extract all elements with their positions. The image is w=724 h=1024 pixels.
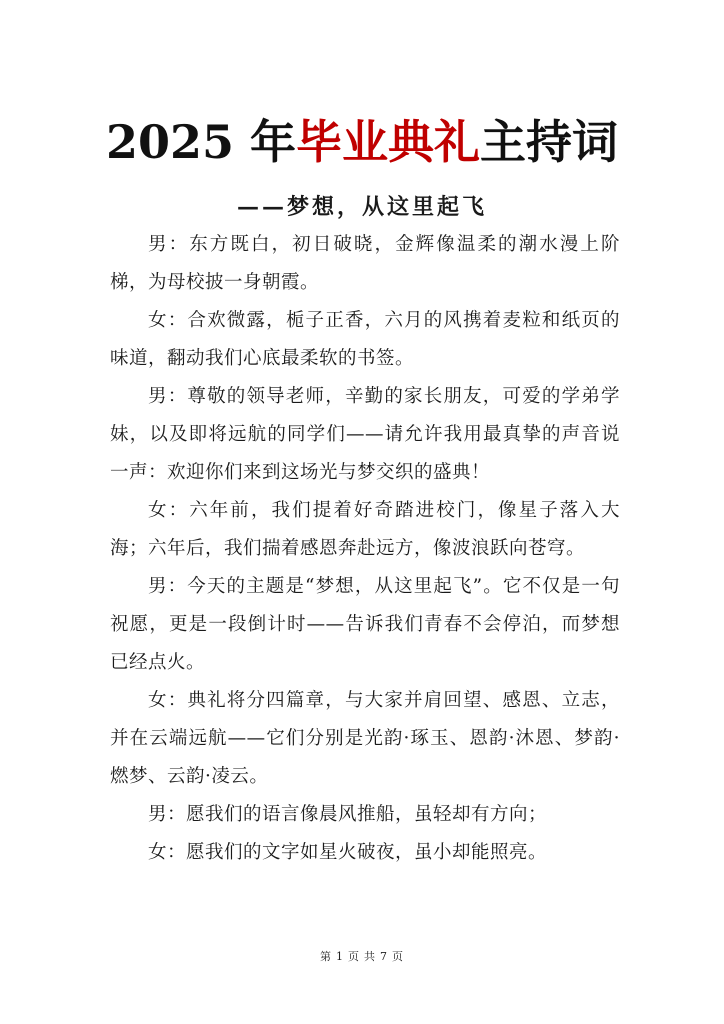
dialogue-text: 典礼将分四篇章，与大家并肩回望、感恩、立志，并在云端远航——它们分别是光韵·琢玉、恩韵·沐恩、梦韵·燃梦、云韵·凌云。: [110, 690, 620, 787]
dialogue-text: 六年前，我们提着好奇踏进校门，像星子落入大海；六年后，我们揣着感恩奔赴远方，像波浪跃向苍穹。: [110, 500, 620, 559]
dialogue-text: 今天的主题是“梦想，从这里起飞”。它不仅是一句祝愿，更是一段倒计时——告诉我们青春不会停泊，而梦想已经点火。: [110, 576, 620, 673]
title-highlight: 毕业典礼: [296, 115, 481, 169]
page-number-footer: [0, 948, 724, 964]
footer-page-word: 页: [348, 950, 360, 963]
speaker-label: 女：: [148, 842, 187, 863]
footer-prefix: 第: [320, 950, 332, 963]
dialogue-paragraph: [110, 378, 620, 492]
dialogue-text: 东方既白，初日破晓，金辉像温柔的潮水漫上阶梯，为母校披一身朝霞。: [110, 234, 620, 293]
dialogue-paragraph: [110, 834, 620, 872]
title-year: 2025 年: [105, 115, 297, 169]
footer-suffix: 页: [392, 950, 404, 963]
speaker-label: 女：: [148, 690, 188, 711]
speaker-label: 男：: [148, 576, 188, 597]
dialogue-paragraph: [110, 492, 620, 568]
speaker-label: 男：: [148, 804, 187, 825]
speaker-label: 女：: [148, 310, 188, 331]
dialogue-paragraph: [110, 226, 620, 302]
footer-current-page: 1: [336, 950, 344, 963]
title-suffix: 主持词: [480, 115, 619, 169]
dialogue-paragraph: [110, 302, 620, 378]
dialogue-paragraph: [110, 796, 620, 834]
dialogue-text: 愿我们的文字如星火破夜，虽小却能照亮。: [186, 842, 548, 863]
footer-total-pages: 7: [380, 950, 388, 963]
speaker-label: 女：: [148, 500, 190, 521]
page-subtitle: ——梦想，从这里起飞: [236, 194, 487, 220]
script-body: [110, 226, 620, 872]
dialogue-text: 尊敬的领导老师，辛勤的家长朋友，可爱的学弟学妹，以及即将远航的同学们——请允许我用最真挚的声音说一声：欢迎你们来到这场光与梦交织的盛典！: [110, 386, 620, 483]
dialogue-paragraph: [110, 682, 620, 796]
speaker-label: 男：: [148, 386, 188, 407]
speaker-label: 男：: [148, 234, 190, 255]
dialogue-text: 愿我们的语言像晨风推船，虽轻却有方向；: [186, 804, 548, 825]
footer-total-word: 共: [364, 950, 376, 963]
page-title: [0, 112, 724, 172]
dialogue-paragraph: [110, 568, 620, 682]
dialogue-text: 合欢微露，栀子正香，六月的风携着麦粒和纸页的味道，翻动我们心底最柔软的书签。: [110, 310, 620, 369]
